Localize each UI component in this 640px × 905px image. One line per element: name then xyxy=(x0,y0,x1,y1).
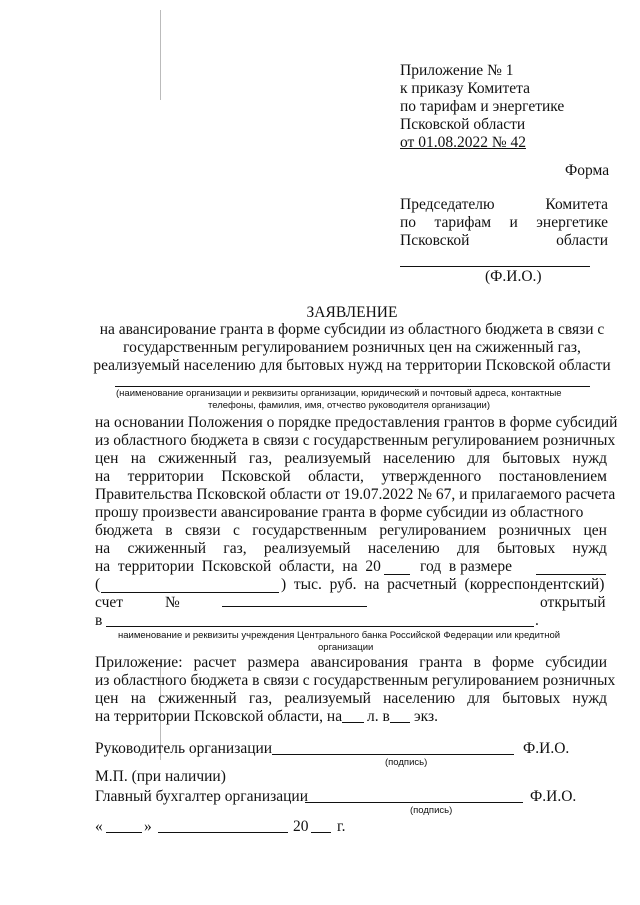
fio-caption: (Ф.И.О.) xyxy=(485,268,542,285)
body-line: счет xyxy=(95,594,124,611)
date-suffix: г. xyxy=(337,818,346,835)
amount-words-blank xyxy=(101,592,279,593)
amount-blank xyxy=(536,574,606,575)
header-line: по тарифам и энергетике xyxy=(400,98,565,115)
document-subtitle: на авансирование гранта в форме субсидии из областного бюджета в связи с xyxy=(99,321,605,338)
head-signature-line xyxy=(272,754,514,755)
body-line: год в размере xyxy=(420,558,512,575)
bank-caption: наименование и реквизиты учреждения Центрального банка Российской Федерации или кредитной xyxy=(118,630,561,641)
org-caption: (наименование организации и реквизиты организации, юридический и почтовый адреса, контактные xyxy=(116,388,562,399)
account-blank xyxy=(222,606,367,607)
header-line: к приказу Комитета xyxy=(400,80,530,97)
org-caption: телефоны, фамилия, имя, отчество руководителя организации) xyxy=(208,400,490,411)
body-line: из областного бюджета в связи с государственным регулированием розничных xyxy=(95,432,616,449)
day-blank xyxy=(106,832,142,833)
accountant-fio: Ф.И.О. xyxy=(530,788,577,805)
date-open-quote: « xyxy=(95,818,103,835)
document-subtitle: реализуемый населению для бытовых нужд на территории Псковской области xyxy=(93,357,611,374)
year-suffix-blank xyxy=(311,832,331,833)
accountant-signature-line xyxy=(305,802,523,803)
bank-caption: организации xyxy=(318,642,374,653)
body-line: на территории Псковской области, на 20 xyxy=(95,558,381,575)
date-close-quote: » xyxy=(144,818,152,835)
addressee-line: Председателю Комитета xyxy=(400,196,608,213)
head-label: Руководитель организации xyxy=(95,740,273,757)
body-line: бюджета в связи с государственным регулированием розничных цен xyxy=(95,522,607,539)
body-line: в xyxy=(95,612,103,629)
document-subtitle: государственным регулированием розничных цен на сжиженный газ, xyxy=(123,339,581,356)
signature-caption: (подпись) xyxy=(410,805,453,816)
scan-artifact xyxy=(160,10,161,100)
head-fio: Ф.И.О. xyxy=(523,740,570,757)
date-year: 20 xyxy=(293,818,309,835)
bank-blank xyxy=(106,626,534,627)
header-line: от 01.08.2022 № 42 xyxy=(400,134,526,151)
body-line: № xyxy=(165,594,180,611)
body-line: . xyxy=(535,612,539,629)
body-line: на основании Положения о порядке предоставления грантов в форме субсидий xyxy=(95,414,618,431)
body-line: открытый xyxy=(540,594,606,611)
body-line: на сжиженный газ, реализуемый населению для бытовых нужд xyxy=(95,540,607,557)
form-label: Форма xyxy=(565,162,610,179)
attachment-line: экз. xyxy=(414,708,438,725)
year-blank xyxy=(384,574,410,575)
header-line: Приложение № 1 xyxy=(400,62,514,79)
body-line: на территории Псковской области, утвержденного постановлением xyxy=(95,468,607,485)
attachment-line: цен на сжиженный газ, реализуемый населению для бытовых нужд xyxy=(95,690,607,707)
org-field-line xyxy=(115,386,590,387)
attachment-line: из областного бюджета в связи с государственным регулированием розничных xyxy=(95,672,616,689)
accountant-label: Главный бухгалтер организации xyxy=(95,788,309,805)
document-title: ЗАЯВЛЕНИЕ xyxy=(306,304,398,321)
signature-caption: (подпись) xyxy=(385,757,428,768)
month-blank xyxy=(158,832,288,833)
body-line: прошу произвести авансирование гранта в форме субсидии из областного xyxy=(95,504,584,521)
body-line: Правительства Псковской области от 19.07.2022 № 67, и прилагаемого расчета xyxy=(95,486,616,503)
header-line: Псковской области xyxy=(400,116,526,133)
body-line: цен на сжиженный газ, реализуемый населению для бытовых нужд xyxy=(95,450,607,467)
copies-blank xyxy=(390,722,410,723)
body-line: ) тыс. руб. на расчетный (корреспондентский) xyxy=(281,576,605,593)
attachment-line: Приложение: расчет размера авансирования гранта в форме субсидии xyxy=(95,654,607,671)
body-line: ( xyxy=(95,576,101,593)
attachment-line: на территории Псковской области, на xyxy=(95,708,343,725)
addressee-line: Псковской области xyxy=(400,232,608,249)
addressee-line: по тарифам и энергетике xyxy=(400,214,608,231)
stamp-label: М.П. (при наличии) xyxy=(95,768,226,785)
fio-line xyxy=(400,266,590,267)
attachment-line: л. в xyxy=(367,708,390,725)
pages-blank xyxy=(342,722,364,723)
